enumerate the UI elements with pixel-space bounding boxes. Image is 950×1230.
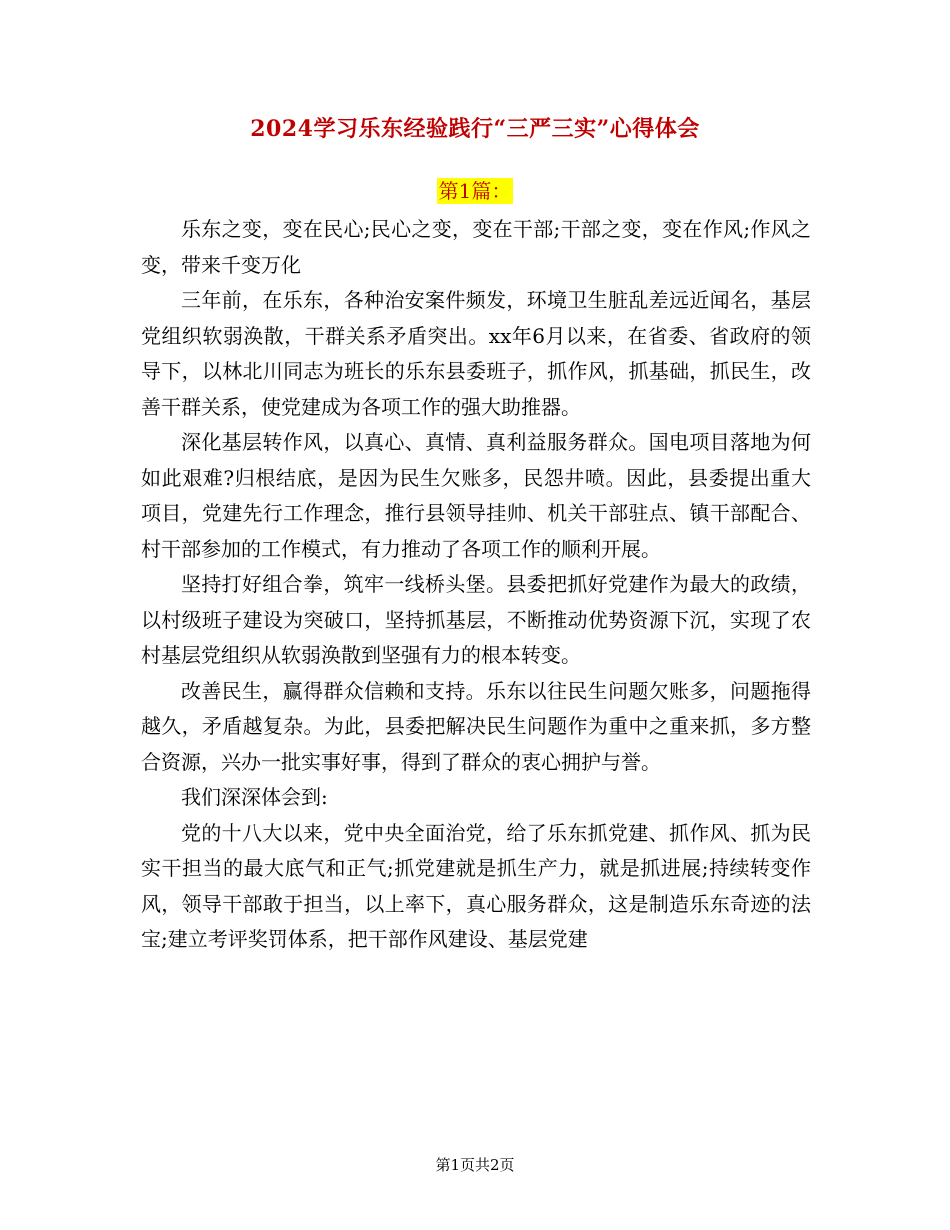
section-label: 第1篇： xyxy=(438,179,512,203)
section-label-wrap xyxy=(0,178,950,204)
paragraph: 深化基层转作风，以真心、真情、真利益服务群众。国电项目落地为何如此艰难?归根结底，是因为民生欠账多，民怨井喷。因此，县委提出重大项目，党建先行工作理念，推行县领导挂帅、机关干部驻点、镇干部配合、村干部参加的工作模式，有力推动了各项工作的顺利开展。 xyxy=(141,430,811,561)
paragraph: 坚持打好组合拳，筑牢一线桥头堡。县委把抓好党建作为最大的政绩，以村级班子建设为突破口，坚持抓基层，不断推动优势资源下沉，实现了农村基层党组织从软弱涣散到坚强有力的根本转变。 xyxy=(141,572,811,667)
document-body xyxy=(141,212,811,958)
page-footer: 第1页共2页 xyxy=(435,1156,515,1174)
paragraph: 我们深深体会到: xyxy=(181,785,328,809)
paragraph: 三年前，在乐东，各种治安案件频发，环境卫生脏乱差远近闻名，基层党组织软弱涣散，干群关系矛盾突出。xx年6月以来，在省委、省政府的领导下，以林北川同志为班长的乐东县委班子，抓作风，抓基础，抓民生，改善干群关系，使党建成为各项工作的强大助推器。 xyxy=(141,288,811,419)
paragraph: 乐东之变，变在民心;民心之变，变在干部;干部之变，变在作风;作风之变，带来千变万化 xyxy=(141,217,811,277)
document-title: 2024学习乐东经验践行“三严三实”心得体会 xyxy=(250,116,700,142)
paragraph: 改善民生，赢得群众信赖和支持。乐东以往民生问题欠账多，问题拖得越久，矛盾越复杂。为此，县委把解决民生问题作为重中之重来抓，多方整合资源，兴办一批实事好事，得到了群众的衷心拥护与誉。 xyxy=(141,678,811,774)
paragraph: 党的十八大以来，党中央全面治党，给了乐东抓党建、抓作风、抓为民实干担当的最大底气和正气;抓党建就是抓生产力，就是抓进展;持续转变作风，领导干部敢于担当，以上率下，真心服务群众，这是制造乐东奇迹的法宝;建立考评奖罚体系，把干部作风建设、基层党建 xyxy=(141,820,811,951)
